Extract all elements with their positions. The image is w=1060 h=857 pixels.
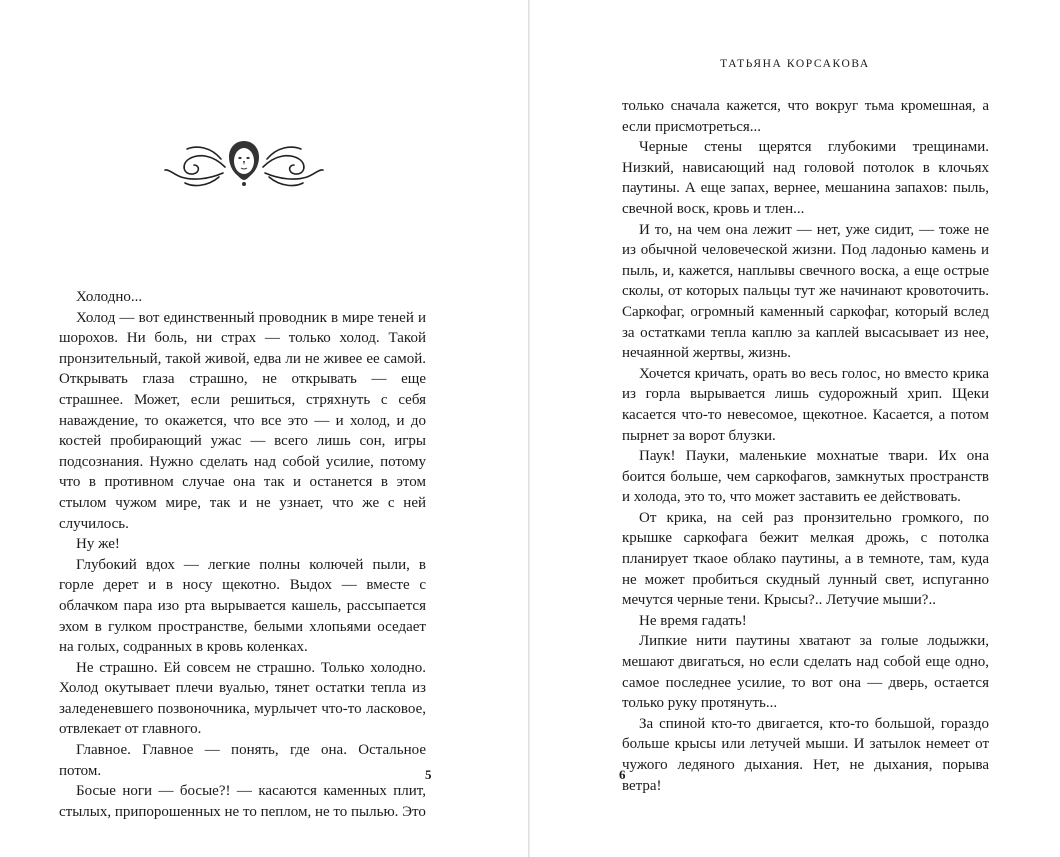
paragraph: Ну же! [76,536,120,553]
right-page-text [622,96,989,796]
paragraph: только сначала кажется, что вокруг тьма кромешная, а если присмотреться... [622,98,989,135]
paragraph: Черные стены щерятся глубокими трещинами. Низкий, нависающий над головой потолок в клочьях паутины. А еще запах, вернее, мешанина запахов: пыль, свечной воск, кровь и тлен... [622,139,989,217]
paragraph: Паук! Пауки, маленькие мохнатые твари. Их она боится больше, чем саркофагов, замкнутых пространств и холода, это то, что может заставить ее действовать. [622,448,989,506]
left-page [0,0,528,857]
paragraph: Хочется кричать, орать во весь голос, но вместо крика из горла вырывается лишь судорожный хрип. Щеки касается что-то невесомое, щекотное. Касается, а потом пырнет за ворот блузки. [622,365,989,444]
paragraph: Не страшно. Ей совсем не страшно. Только холодно. Холод окутывает плечи вуалью, тянет остатки тепла из заледеневшего позвоночника, мурлычет что-то ласковое, отвлекает от главного. [59,659,426,738]
running-head: ТАТЬЯНА КОРСАКОВА [720,58,870,70]
paragraph: И то, на чем она лежит — нет, уже сидит, — тоже не из обычной человеческой жизни. Под ладонью камень и пыль, и, кажется, наплывы свечного воска, а еще острые сколы, от которых пальцы тут же начинают кровоточить. Саркофаг, огромный каменный саркофаг, который вслед за остатками тепла каплю за каплей высасывает из нее, нечаянной жертвы, жизнь. [622,221,989,362]
paragraph: Глубокий вдох — легкие полны колючей пыли, в горле дерет и в носу щекотно. Выдох — вместе с облачком пара изо рта вырывается кашель, рассыпается эхом в гулком пространстве, белыми хлопьями оседает на голых, содранных в кровь коленках. [59,556,426,656]
page-number: 6 [619,767,626,782]
page-number: 5 [425,767,432,782]
paragraph: От крика, на сей раз пронзительно громкого, по крышке саркофага бежит мелкая дрожь, с потолка планирует ткаое облако паутины, а в темноте, там, куда не может пробиться скудный лунный свет, испуганно мечутся черные тени. Крысы?.. Летучие мыши?.. [622,509,989,609]
paragraph: Не время гадать! [639,612,747,629]
paragraph: Холод — вот единственный проводник в мире теней и шорохов. Ни боль, ни страх — только холод. Такой пронзительный, такой живой, едва ли не живее ее самой. Открывать глаза страшно, не открывать — еще страшнее. Может, если решиться, стряхнуть с себя наваждение, то окажется, что все это — и холод, и до костей пробирающий ужас — всего лишь сон, игры подсознания. Нужно сделать над собой усилие, потому что в противном случае она так и останется в этом стылом чужом мире, так и не узнает, что же с ней случилось. [59,309,426,532]
face-with-scrolls-ornament-icon [163,137,325,189]
paragraph: За спиной кто-то двигается, кто-то большой, гораздо больше крысы или летучей мыши. И затылок немеет от чужого ледяного дыхания. Нет, не дыхания, порыва ветра! [622,715,989,794]
right-page [530,0,1060,857]
paragraph: Главное. Главное — понять, где она. Остальное потом. [59,742,426,779]
paragraph: Босые ноги — босые?! — касаются каменных плит, стылых, припорошенных не то пеплом, не то пылью. Это [59,783,426,820]
left-page-text [59,287,426,822]
paragraph: Липкие нити паутины хватают за голые лодыжки, мешают двигаться, но если сделать над собой еще одно, самое последнее усилие, то вот она — дверь, остается только руку протянуть... [622,633,989,712]
paragraph: Холодно... [76,289,143,305]
